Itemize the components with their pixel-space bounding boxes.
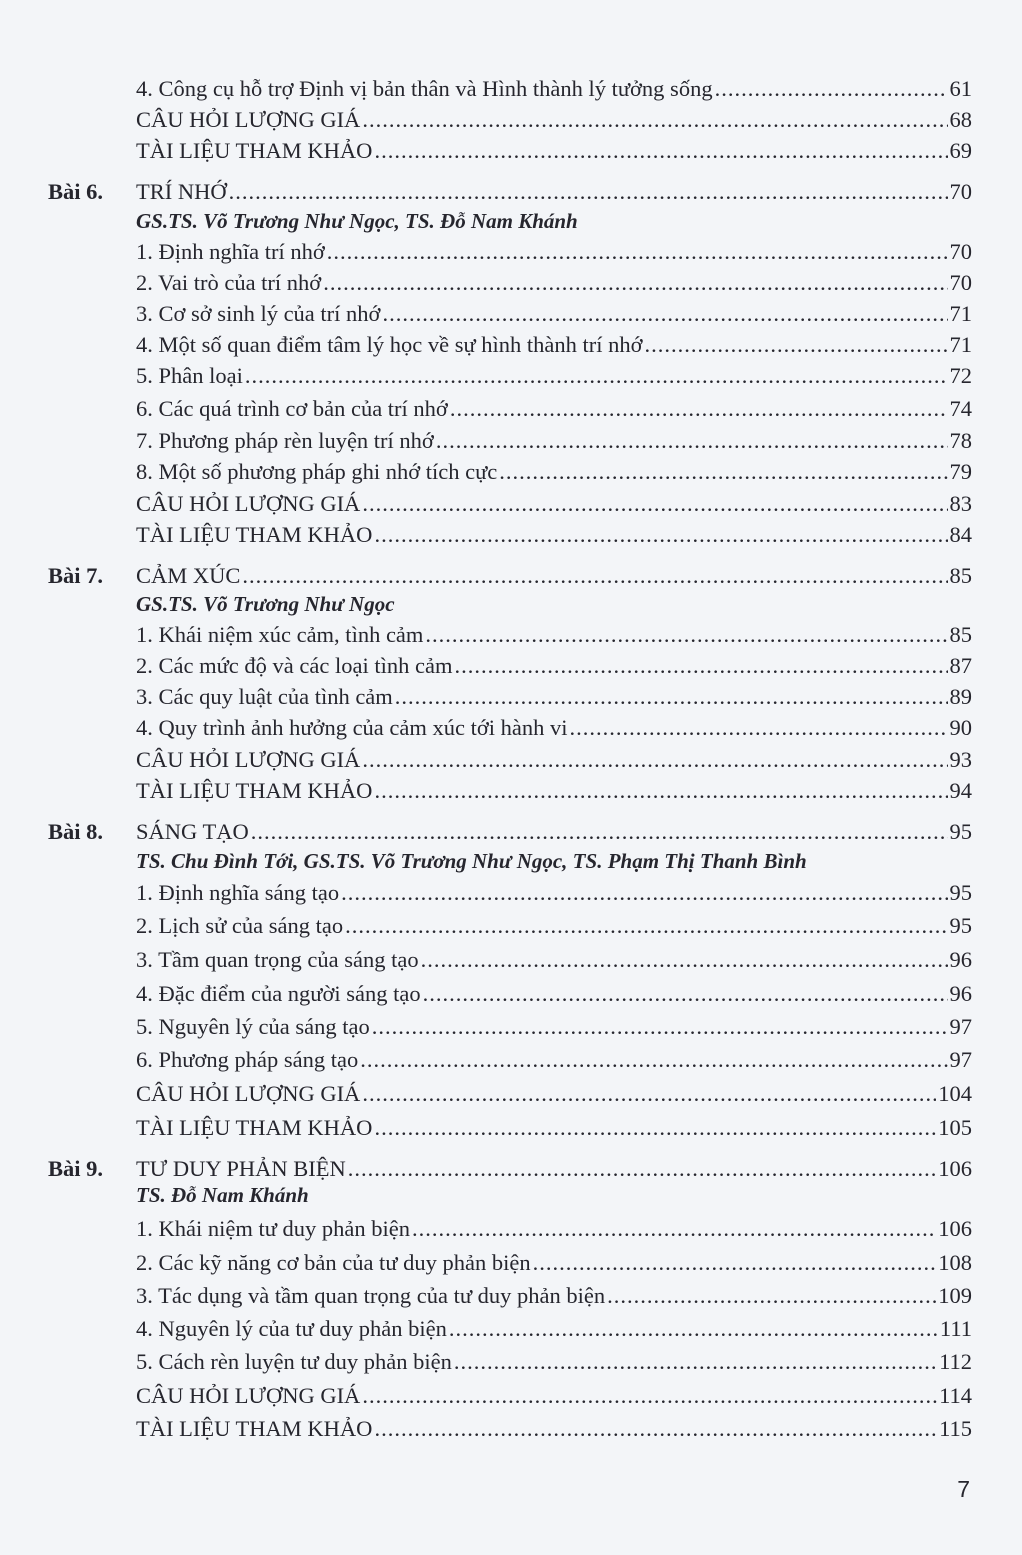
toc-entry-row xyxy=(48,74,972,104)
toc-entry-row xyxy=(48,1281,972,1311)
entry-page-number: 70 xyxy=(949,179,972,204)
entry-title: CÂU HỎI LƯỢNG GIÁ xyxy=(136,491,361,516)
entry-page-number: 74 xyxy=(949,396,972,421)
entry-page-number: 109 xyxy=(938,1283,972,1308)
toc-entry-row xyxy=(48,745,972,775)
toc-entry-row xyxy=(48,237,972,267)
dot-leader xyxy=(450,394,948,424)
dot-leader xyxy=(345,911,947,941)
toc-entry-row xyxy=(48,1314,972,1344)
lesson-number: Bài 9. xyxy=(48,1156,104,1181)
entry-title: CÂU HỎI LƯỢNG GIÁ xyxy=(136,1081,361,1106)
entry-page-number: 72 xyxy=(949,363,972,388)
dot-leader xyxy=(374,776,947,806)
entry-page-number: 85 xyxy=(949,622,972,647)
entry-title: 4. Công cụ hỗ trợ Định vị bản thân và Hình thành lý tưởng sống xyxy=(136,76,713,101)
entry-title: 8. Một số phương pháp ghi nhớ tích cực xyxy=(136,459,498,484)
entry-page-number: 61 xyxy=(949,76,972,101)
toc-entry-row xyxy=(48,520,972,550)
toc-entry-row xyxy=(48,1214,972,1244)
entry-title: SÁNG TẠO xyxy=(136,819,249,844)
entry-title: 3. Cơ sở sinh lý của trí nhớ xyxy=(136,301,381,326)
entry-title: TÀI LIỆU THAM KHẢO xyxy=(136,1115,373,1140)
entry-title: TƯ DUY PHẢN BIỆN xyxy=(136,1156,346,1181)
toc-entry-row xyxy=(48,268,972,298)
entry-page-number: 104 xyxy=(938,1081,972,1106)
toc-entry-row xyxy=(48,489,972,519)
toc-entry-row xyxy=(48,651,972,681)
entry-page-number: 105 xyxy=(938,1115,972,1140)
toc-entry-row xyxy=(48,776,972,806)
entry-page-number: 85 xyxy=(949,563,972,588)
entry-title: TÀI LIỆU THAM KHẢO xyxy=(136,138,373,163)
entry-page-number: 68 xyxy=(949,107,972,132)
entry-title: 7. Phương pháp rèn luyện trí nhớ xyxy=(136,428,434,453)
entry-page-number: 95 xyxy=(949,819,972,844)
toc-lesson-row xyxy=(48,817,972,847)
toc-entry-row xyxy=(48,1012,972,1042)
entry-title: 5. Phân loại xyxy=(136,363,243,388)
entry-title: 6. Các quá trình cơ bản của trí nhớ xyxy=(136,396,448,421)
entry-page-number: 78 xyxy=(949,428,972,453)
dot-leader xyxy=(412,1214,936,1244)
entry-title: 3. Các quy luật của tình cảm xyxy=(136,684,393,709)
dot-leader xyxy=(449,1314,938,1344)
toc-author-row xyxy=(48,206,972,236)
toc-entry-row xyxy=(48,911,972,941)
entry-title: TÀI LIỆU THAM KHẢO xyxy=(136,778,373,803)
dot-leader xyxy=(374,136,947,166)
dot-leader xyxy=(362,105,947,135)
author-names: GS.TS. Võ Trương Như Ngọc xyxy=(136,592,395,616)
dot-leader xyxy=(436,426,948,456)
toc-author-row xyxy=(48,846,972,876)
toc-entry-row xyxy=(48,878,972,908)
author-names: TS. Đỗ Nam Khánh xyxy=(136,1183,309,1207)
entry-page-number: 95 xyxy=(949,913,972,938)
entry-title: 4. Đặc điểm của người sáng tạo xyxy=(136,981,421,1006)
dot-leader xyxy=(425,620,947,650)
dot-leader xyxy=(454,651,947,681)
entry-title: 1. Định nghĩa trí nhớ xyxy=(136,239,325,264)
toc-entry-row xyxy=(48,1079,972,1109)
entry-title: 1. Khái niệm xúc cảm, tình cảm xyxy=(136,622,424,647)
dot-leader xyxy=(645,330,948,360)
toc-entry-row xyxy=(48,1113,972,1143)
dot-leader xyxy=(362,1079,936,1109)
dot-leader xyxy=(362,745,947,775)
toc-author-row xyxy=(48,589,972,619)
entry-page-number: 83 xyxy=(949,491,972,516)
entry-page-number: 111 xyxy=(939,1316,972,1341)
entry-title: 1. Định nghĩa sáng tạo xyxy=(136,880,340,905)
entry-title: 4. Nguyên lý của tư duy phản biện xyxy=(136,1316,447,1341)
dot-leader xyxy=(533,1248,937,1278)
toc-entry-row xyxy=(48,299,972,329)
lesson-number: Bài 7. xyxy=(48,563,104,588)
toc-entry-row xyxy=(48,1381,972,1411)
lesson-number: Bài 8. xyxy=(48,819,104,844)
entry-title: 4. Quy trình ảnh hưởng của cảm xúc tới hành vi xyxy=(136,715,568,740)
entry-page-number: 97 xyxy=(949,1047,972,1072)
toc-entry-row xyxy=(48,1045,972,1075)
toc-entry-row xyxy=(48,979,972,1009)
dot-leader xyxy=(607,1281,936,1311)
dot-leader xyxy=(395,682,948,712)
entry-page-number: 115 xyxy=(939,1416,972,1441)
dot-leader xyxy=(327,237,948,267)
entry-page-number: 90 xyxy=(949,715,972,740)
entry-page-number: 70 xyxy=(949,239,972,264)
entry-page-number: 71 xyxy=(949,301,972,326)
entry-title: 2. Vai trò của trí nhớ xyxy=(136,270,322,295)
entry-page-number: 69 xyxy=(949,138,972,163)
dot-leader xyxy=(423,979,948,1009)
entry-title: CÂU HỎI LƯỢNG GIÁ xyxy=(136,1383,361,1408)
toc-entry-row xyxy=(48,1414,972,1444)
toc-entry-row xyxy=(48,620,972,650)
dot-leader xyxy=(362,489,947,519)
dot-leader xyxy=(421,945,948,975)
entry-title: 3. Tác dụng và tầm quan trọng của tư duy phản biện xyxy=(136,1283,606,1308)
entry-page-number: 95 xyxy=(949,880,972,905)
dot-leader xyxy=(341,878,947,908)
dot-leader xyxy=(715,74,948,104)
toc-entry-row xyxy=(48,682,972,712)
toc-lesson-row xyxy=(48,177,972,207)
toc-entry-row xyxy=(48,457,972,487)
entry-page-number: 87 xyxy=(949,653,972,678)
entry-title: 5. Cách rèn luyện tư duy phản biện xyxy=(136,1349,452,1374)
dot-leader xyxy=(374,520,947,550)
toc-entry-row xyxy=(48,426,972,456)
dot-leader xyxy=(360,1045,947,1075)
author-names: GS.TS. Võ Trương Như Ngọc, TS. Đỗ Nam Khánh xyxy=(136,209,578,233)
entry-title: 3. Tầm quan trọng của sáng tạo xyxy=(136,947,419,972)
entry-title: CÂU HỎI LƯỢNG GIÁ xyxy=(136,747,361,772)
entry-title: TRÍ NHỚ xyxy=(136,179,227,204)
entry-title: 2. Lịch sử của sáng tạo xyxy=(136,913,344,938)
toc-author-row xyxy=(48,1180,972,1210)
dot-leader xyxy=(362,1381,937,1411)
entry-page-number: 106 xyxy=(938,1156,972,1181)
entry-title: 1. Khái niệm tư duy phản biện xyxy=(136,1216,411,1241)
entry-title: CẢM XÚC xyxy=(136,563,241,588)
toc-entry-row xyxy=(48,394,972,424)
entry-page-number: 106 xyxy=(938,1216,972,1241)
dot-leader xyxy=(251,817,948,847)
entry-title: 5. Nguyên lý của sáng tạo xyxy=(136,1014,370,1039)
entry-page-number: 94 xyxy=(949,778,972,803)
dot-leader xyxy=(382,299,947,329)
dot-leader xyxy=(323,268,947,298)
dot-leader xyxy=(372,1012,948,1042)
toc-entry-row xyxy=(48,330,972,360)
entry-page-number: 112 xyxy=(939,1349,972,1374)
dot-leader xyxy=(374,1113,936,1143)
entry-page-number: 96 xyxy=(949,981,972,1006)
entry-page-number: 79 xyxy=(949,459,972,484)
dot-leader xyxy=(454,1347,937,1377)
entry-title: 2. Các kỹ năng cơ bản của tư duy phản biện xyxy=(136,1250,531,1275)
toc-entry-row xyxy=(48,945,972,975)
entry-page-number: 70 xyxy=(949,270,972,295)
toc-entry-row xyxy=(48,713,972,743)
toc-entry-row xyxy=(48,361,972,391)
entry-page-number: 84 xyxy=(949,522,972,547)
dot-leader xyxy=(245,361,948,391)
entry-page-number: 114 xyxy=(939,1383,972,1408)
toc-entry-row xyxy=(48,105,972,135)
entry-title: 2. Các mức độ và các loại tình cảm xyxy=(136,653,453,678)
dot-leader xyxy=(499,457,947,487)
entry-title: CÂU HỎI LƯỢNG GIÁ xyxy=(136,107,361,132)
entry-page-number: 89 xyxy=(949,684,972,709)
toc-entry-row xyxy=(48,1347,972,1377)
entry-title: 6. Phương pháp sáng tạo xyxy=(136,1047,359,1072)
page-number: 7 xyxy=(957,1476,970,1502)
dot-leader xyxy=(570,713,948,743)
entry-title: 4. Một số quan điểm tâm lý học về sự hình thành trí nhớ xyxy=(136,332,643,357)
entry-page-number: 96 xyxy=(949,947,972,972)
entry-page-number: 97 xyxy=(949,1014,972,1039)
toc-entry-row xyxy=(48,1248,972,1278)
toc-entry-row xyxy=(48,136,972,166)
lesson-number: Bài 6. xyxy=(48,179,104,204)
entry-page-number: 71 xyxy=(949,332,972,357)
entry-title: TÀI LIỆU THAM KHẢO xyxy=(136,522,373,547)
entry-title: TÀI LIỆU THAM KHẢO xyxy=(136,1416,373,1441)
dot-leader xyxy=(374,1414,937,1444)
toc-lesson-row xyxy=(48,561,972,591)
dot-leader xyxy=(242,561,947,591)
dot-leader xyxy=(229,177,948,207)
entry-page-number: 93 xyxy=(949,747,972,772)
author-names: TS. Chu Đình Tới, GS.TS. Võ Trương Như Ngọc, TS. Phạm Thị Thanh Bình xyxy=(136,849,807,873)
entry-page-number: 108 xyxy=(938,1250,972,1275)
